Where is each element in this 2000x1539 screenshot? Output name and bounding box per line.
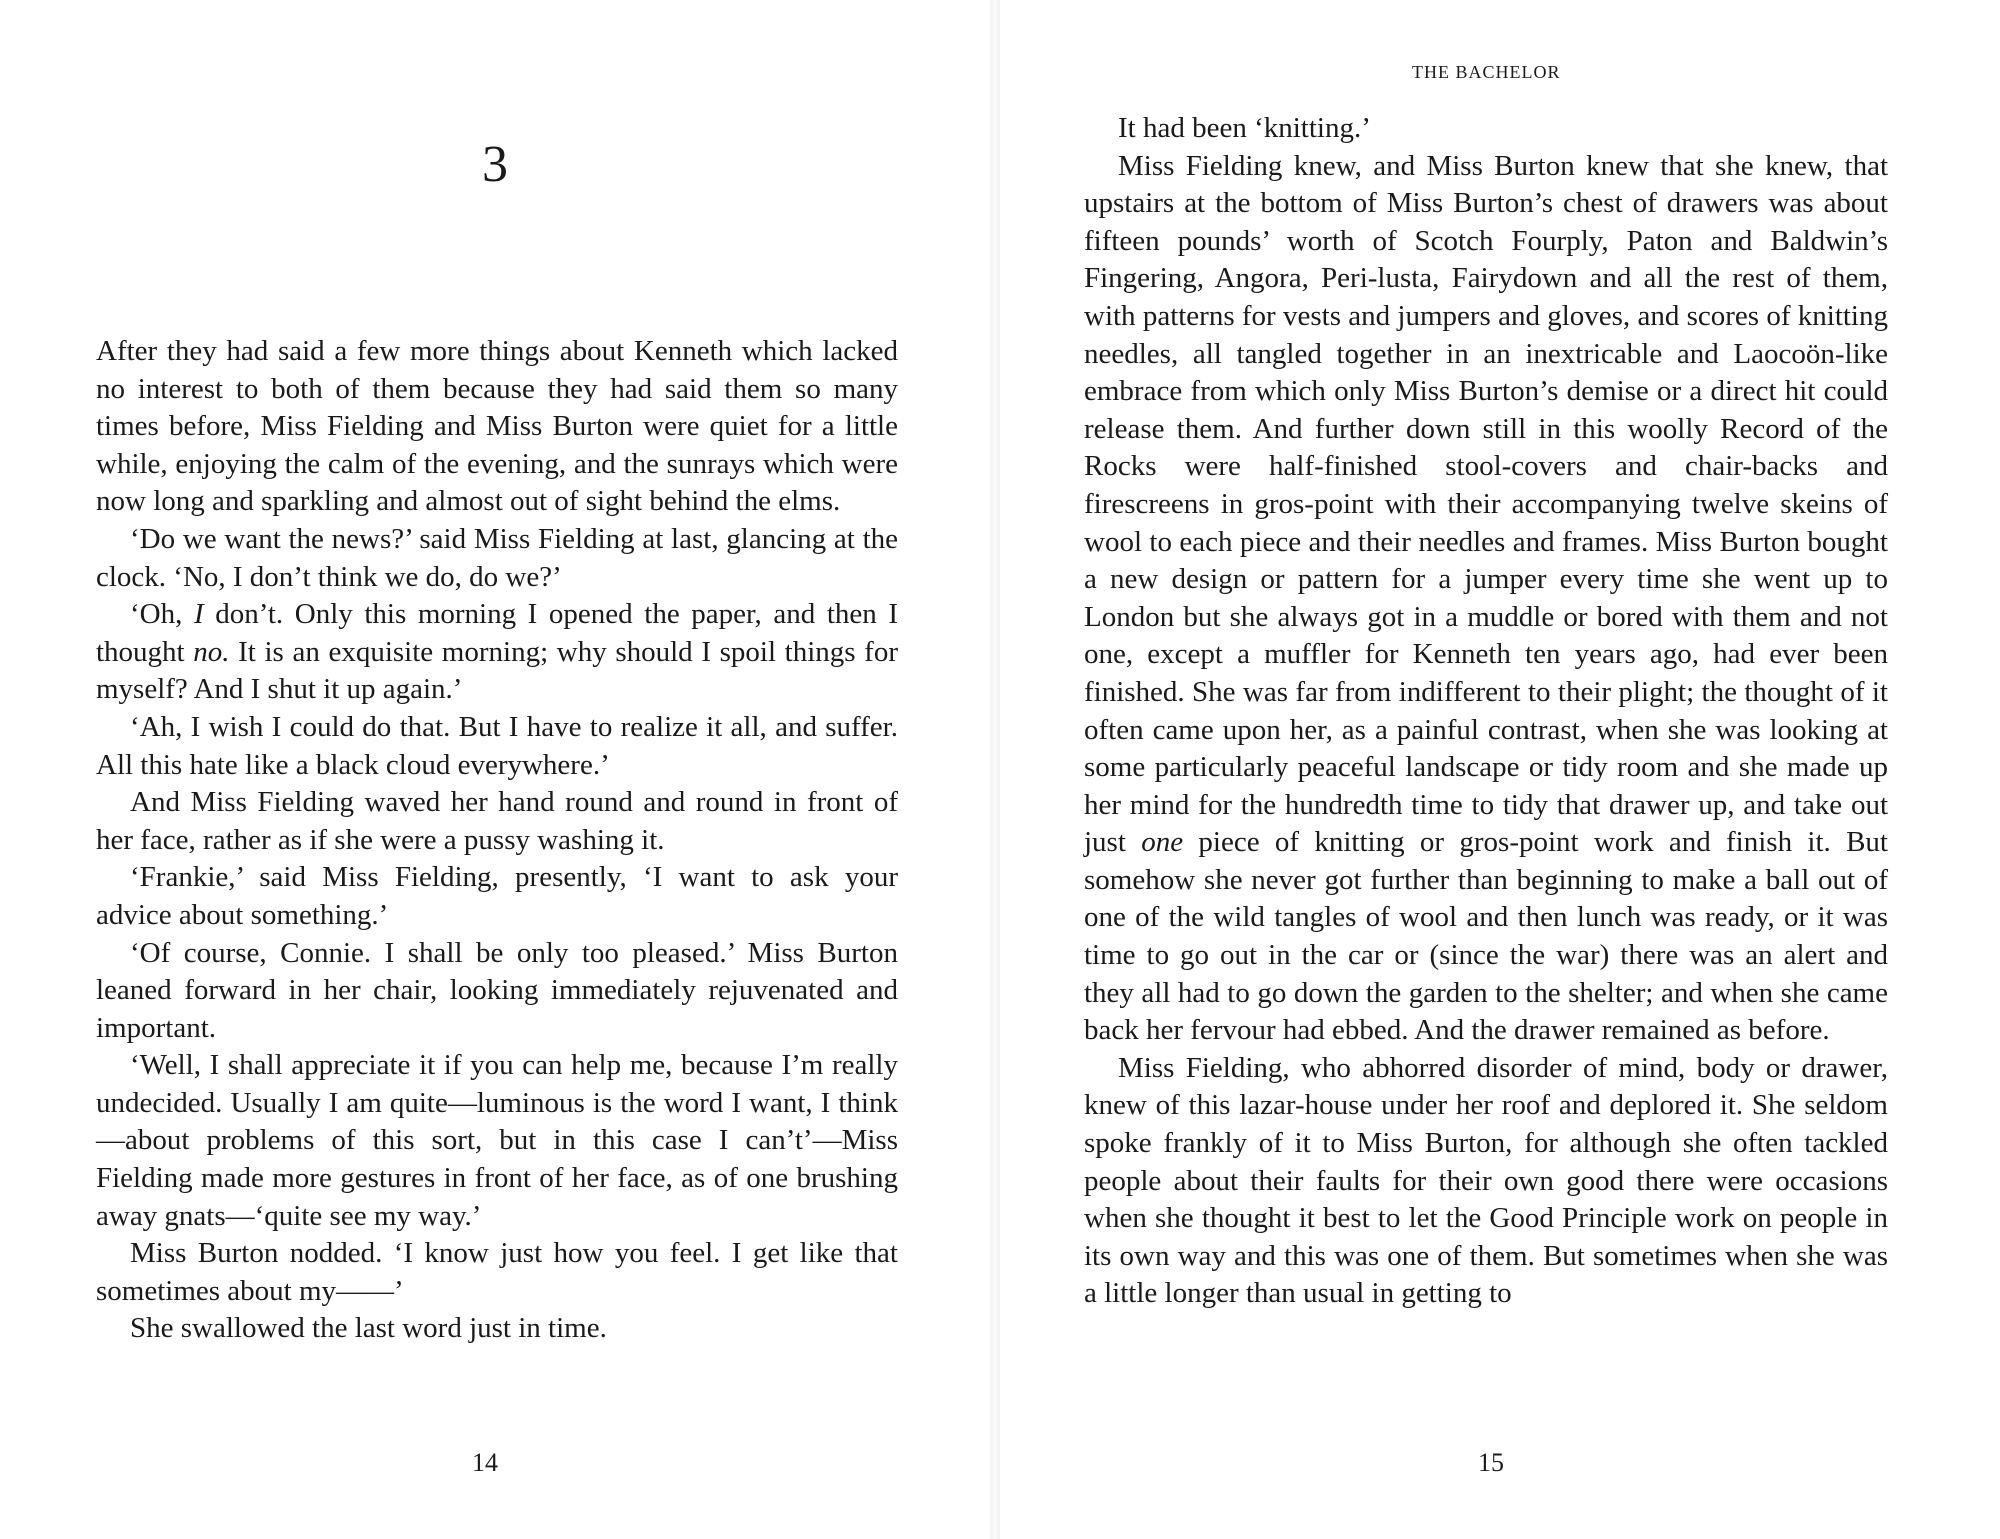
page-number: 15 [1478, 1448, 1504, 1477]
running-head: THE BACHELOR [1412, 62, 1561, 82]
text-run: Miss Fielding knew, and Miss Burton knew that she knew, that upstairs at the bottom of Miss Burton’s chest of drawers was about fifteen pounds’ worth of Scotch Fourply, Paton and Baldwin’s Fingering, Angora, Peri-lusta, Fairydown and all the rest of them, with patterns for vests and jumpers and gloves, and scores of knitting needles, all tangled together in an inextricable and Laocoön-like embrace from which only Miss Burton’s demise or a direct hit could release them. And further down still in this woolly Record of the Rocks were half-finished stool-covers and chair-backs and firescreens in gros-point with their accompanying twelve skeins of wool to each piece and their needles and frames. Miss Burton bought a new design or pattern for a jumper every time she went up to London but she always got in a muddle or bored with them and not one, except a muffler for Kenneth ten years ago, had ever been finished. She was far from indifferent to their plight; the thought of it often came upon her, as a painful contrast, when she was looking at some particularly peaceful landscape or tidy room and she made up her mind for the hundredth time to tidy that drawer up, and take out just [1084, 149, 1888, 859]
right-page-text [1084, 110, 1888, 1313]
paragraph [96, 596, 898, 709]
paragraph [1084, 148, 1888, 1050]
paragraph: Miss Fielding, who abhorred disorder of mind, body or drawer, knew of this lazar-house under her roof and deplored it. She seldom spoke frankly of it to Miss Burton, for although she often tackled people about their faults for their own good there were occasions when she thought it best to let the Good Principle work on people in its own way and this was one of them. But sometimes when she was a little longer than usual in getting to [1084, 1051, 1888, 1310]
left-page [0, 0, 990, 1539]
paragraph: ‘Well, I shall appreciate it if you can help me, because I’m really undecided. Usually I am quite—luminous is the word I want, I think—about problems of this sort, but in this case I can’t’—Miss Fielding made more gestures in front of her face, as of one brushing away gnats—‘quite see my way.’ [96, 1049, 898, 1232]
page-number: 14 [472, 1448, 498, 1477]
text-run: don’t. Only this morning I opened the paper, and then I thought [96, 598, 899, 668]
left-page-text [96, 333, 898, 1348]
paragraph: Miss Burton nodded. ‘I know just how you feel. I get like that sometimes about my——’ [96, 1237, 898, 1307]
text-run: piece of knitting or gros-point work and finish it. But somehow she never got further than beginning to make a ball out of one of the wild tangles of wool and then lunch was ready, or it was time to go out in the car or (since the war) there was an alert and they all had to go down the garden to the shelter; and when she came back her fervour had ebbed. And the drawer remained as before. [1084, 826, 1888, 1047]
paragraph: She swallowed the last word just in time. [130, 1312, 607, 1345]
right-page [1000, 0, 2000, 1539]
paragraph: It had been ‘knitting.’ [1118, 112, 1371, 144]
chapter-number: 3 [482, 136, 508, 193]
italic-run: one [1141, 826, 1184, 859]
italic-run: I [193, 598, 204, 631]
paragraph: ‘Frankie,’ said Miss Fielding, presently, ‘I want to ask your advice about something.’ [96, 861, 898, 931]
book-gutter [990, 0, 1000, 1539]
paragraph: ‘Ah, I wish I could do that. But I have to realize it all, and suffer. All this hate like a black cloud everywhere.’ [96, 710, 898, 781]
paragraph: ‘Do we want the news?’ said Miss Fielding at last, glancing at the clock. ‘No, I don’t think we do, do we?’ [96, 522, 898, 593]
paragraph: After they had said a few more things about Kenneth which lacked no interest to both of them because they had said them so many times before, Miss Fielding and Miss Burton were quiet for a little while, enjoying the calm of the evening, and the sunrays which were now long and sparkling and almost out of sight behind the elms. [96, 335, 898, 518]
text-run: ‘Oh, [130, 598, 194, 631]
italic-run: no. [193, 635, 230, 668]
text-run: It is an exquisite morning; why should I spoil things for myself? And I shut it up again.’ [96, 635, 898, 706]
paragraph: ‘Of course, Connie. I shall be only too pleased.’ Miss Burton leaned forward in her chair, looking immediately rejuvenated and important. [96, 936, 898, 1044]
paragraph: And Miss Fielding waved her hand round and round in front of her face, rather as if she were a pussy washing it. [96, 786, 898, 856]
